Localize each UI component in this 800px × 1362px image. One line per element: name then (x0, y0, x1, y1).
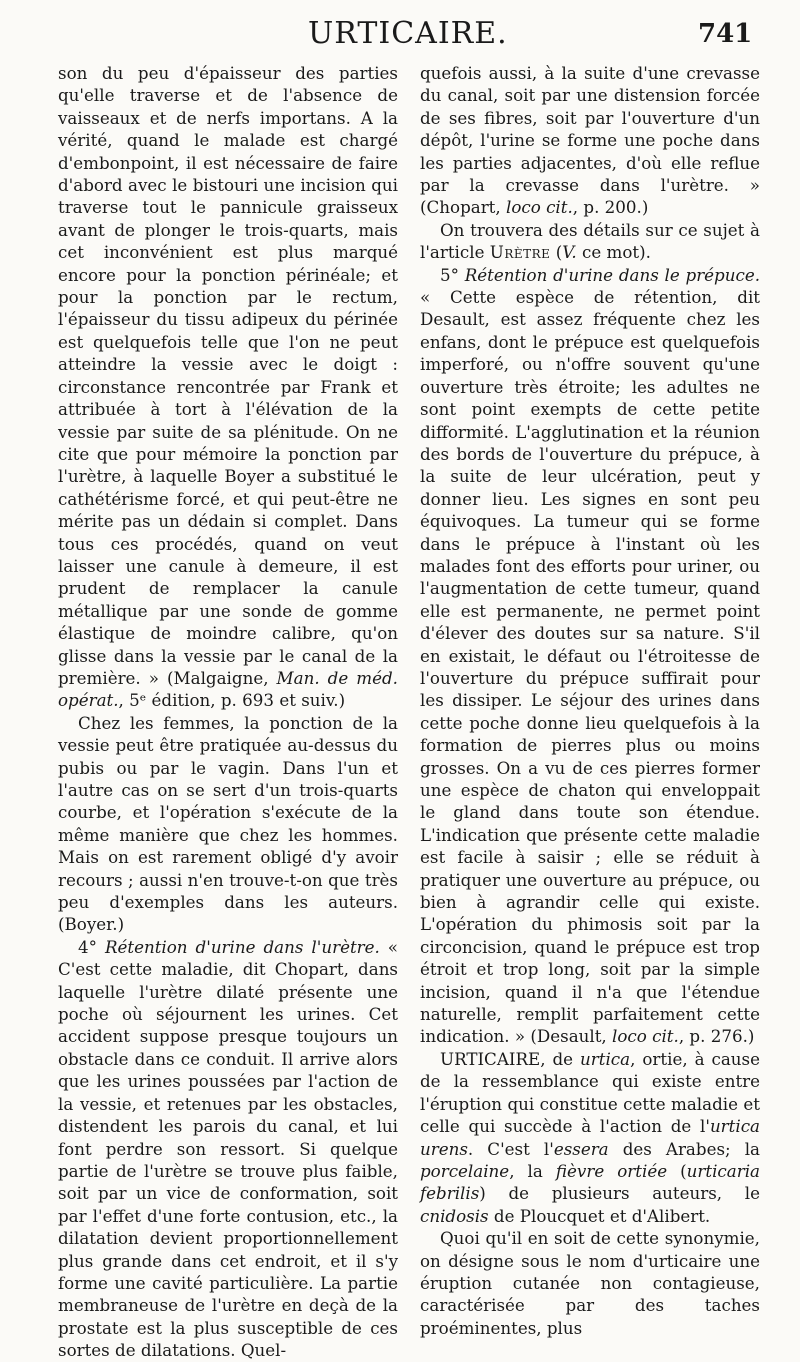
text-run: , ortie, à cause de la ressemblance qui existe entre l'éruption qui constitue cette maladie et celle qui succède à l'action de l' (420, 1048, 760, 1137)
text-run: , 5ᵉ édition, p. 693 et suiv.) (118, 690, 346, 711)
italic-text: Rétention d'urine dans le prépuce. (464, 264, 760, 285)
page-header (0, 14, 800, 54)
left-column (58, 62, 398, 1362)
text-run: URTICAIRE, de (440, 1048, 581, 1069)
text-run: . C'est l' (467, 1138, 554, 1159)
paragraph (420, 219, 760, 264)
italic-text: urtica urens (420, 1116, 760, 1159)
paragraph (420, 1227, 760, 1339)
italic-text: cnidosis (420, 1205, 489, 1226)
paragraph (58, 62, 398, 712)
paragraph (420, 264, 760, 1048)
italic-text: essera (553, 1138, 609, 1159)
text-run: Quoi qu'il en soit de cette synonymie, on désigne sous le nom d'urticaire une éruption cutanée non contagieuse, caractérisée par des taches proéminentes, plus (420, 1228, 760, 1338)
running-title: URTICAIRE. (308, 16, 508, 51)
text-run: ( (550, 242, 563, 263)
italic-text: urticaria febrilis (420, 1160, 760, 1204)
text-run: ( (667, 1160, 687, 1181)
italic-text: urtica (580, 1048, 631, 1069)
text-run: , la (509, 1160, 556, 1181)
text-run: 4° (78, 936, 105, 957)
text-run: son du peu d'épaisseur des parties qu'elle traverse et de l'absence de vaisseaux et de nerfs importans. A la vérité, quand le malade est chargé d'embonpoint, il est nécessaire de faire d'abord avec le bistouri une incision qui traverse tout le pannicule graisseux avant de plonger le trois-quarts, mais cet inconvénient est plus marqué encore pour la ponction périnéale; et pour la ponction par le rectum, l'épaisseur du tissu adipeux du périnée est quelquefois telle que l'on ne peut atteindre la vessie avec le doigt : circonstance rencontrée par Frank et attribuée à tort à l'élévation de la vessie par suite de sa plénitude. On ne cite que pour mémoire la ponction par l'urètre, à laquelle Boyer a substitué le cathétérisme forcé, et qui peut-être ne mérite pas un dédain si complet. Dans tous ces procédés, quand on veut laisser une canule à demeure, il est prudent de remplacer la canule métallique par une sonde de gomme élastique de moindre calibre, qu'on glisse dans la vessie par le canal de la première. » (Malgaigne, (58, 63, 398, 688)
paragraph (420, 1048, 760, 1227)
italic-text: loco cit. (506, 197, 573, 218)
italic-text: Rétention d'urine dans l'urètre. (104, 936, 380, 957)
italic-text: fièvre ortiée (555, 1160, 668, 1181)
text-run: , p. 200.) (572, 197, 649, 218)
italic-text: loco cit. (612, 1026, 679, 1047)
text-run: Urètre (489, 242, 551, 263)
text-run: Chez les femmes, la ponction de la vessie peut être pratiquée au-dessus du pubis ou par le vagin. Dans l'un et l'autre cas on se sert d'un trois-quarts courbe, et l'opération s'exécute de la même manière que chez les hommes. Mais on est rarement obligé d'y avoir recours ; aussi n'en trouve-t-on que très peu d'exemples dans les auteurs. (Boyer.) (58, 712, 398, 935)
italic-text: Man. de méd. opérat. (58, 667, 398, 711)
italic-text: porcelaine (420, 1160, 510, 1181)
text-run: quefois aussi, à la suite d'une crevasse du canal, soit par une distension forcée de ses fibres, soit par l'ouverture d'un dépôt, l'urine se forme une poche dans les parties adjacentes, d'où elle reflue par la crevasse dans l'urètre. » (Chopart, (420, 63, 760, 218)
paragraph (58, 936, 398, 1362)
text-run: , p. 276.) (678, 1026, 755, 1047)
italic-text: V. (562, 242, 577, 263)
text-run: des Arabes; la (608, 1138, 760, 1159)
text-run: 5° (440, 264, 465, 285)
text-run: « Cette espèce de rétention, dit Desault, est assez fréquente chez les enfans, dont le prépuce est quelquefois imperforé, ou n'offre souvent qu'une ouverture très étroite; les adultes ne sont point exempts de cette petite difformité. L'agglutination et la réunion des bords de l'ouverture du prépuce, à la suite de leur ulcération, peut y donner lieu. Les signes en sont peu équivoques. La tumeur qui se forme dans le prépuce à l'instant où les malades font des efforts pour uriner, ou l'augmentation de cette tumeur, quand elle est permanente, ne permet point d'élever des doutes sur sa nature. S'il en existait, le défaut ou l'étroitesse de l'ouverture du prépuce suffirait pour les dissiper. Le séjour des urines dans cette poche donne lieu quelquefois à la formation de pierres plus ou moins grosses. On a vu de ces pierres former une espèce de chaton qui enveloppait le gland dans toute son étendue. L'indication que présente cette maladie est facile à saisir ; elle se réduit à pratiquer une ouverture au prépuce, ou bien à agrandir celle qui existe. L'opération du phimosis soit par la circoncision, quand le prépuce est trop étroit et trop long, soit par la simple incision, quand il n'a que l'étendue naturelle, remplit parfaitement cette indication. » (Desault, (420, 287, 760, 1047)
text-run: ce mot). (576, 242, 651, 263)
paragraph (58, 712, 398, 936)
text-run: « C'est cette maladie, dit Chopart, dans laquelle l'urètre dilaté présente une poche où séjournent les urines. Cet accident suppose presque toujours un obstacle dans ce conduit. Il arrive alors que les urines poussées par l'action de la vessie, et retenues par les obstacles, distendent les parois du canal, et lui font perdre son ressort. Si quelque partie de l'urètre se trouve plus faible, soit par un vice de conformation, soit par l'effet d'une forte contusion, etc., la dilatation devient proportionnellement plus grande dans cet endroit, et il s'y forme une cavité particulière. La partie membraneuse de l'urètre en deçà de la prostate est la plus susceptible de ces sortes de dilatations. Quel- (58, 936, 399, 1361)
right-column (420, 62, 760, 1339)
text-run: de Ploucquet et d'Alibert. (488, 1205, 711, 1226)
page-number: 741 (698, 19, 753, 49)
text-run: On trouvera des détails sur ce sujet à l'article (420, 219, 760, 263)
paragraph (420, 62, 760, 219)
text-run: ) de plusieurs auteurs, le (479, 1183, 760, 1204)
